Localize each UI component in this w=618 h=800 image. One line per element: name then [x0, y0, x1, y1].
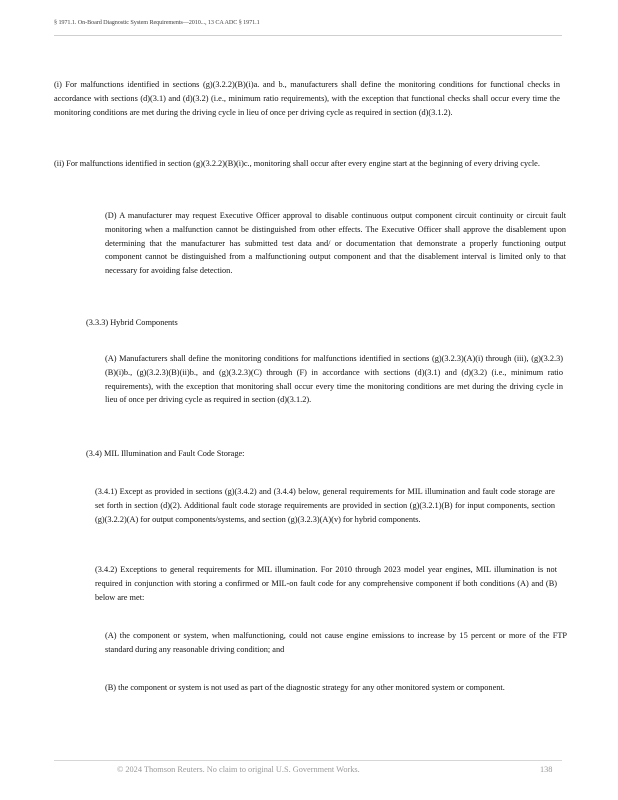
paragraph-a-mil: (A) the component or system, when malfunctioning, could not cause engine emissions to increase by 15 percent or more of the FTP standard during any reasonable driving condition; and [105, 631, 567, 654]
footer-divider [54, 760, 562, 761]
paragraph-3-4-1: (3.4.1) Except as provided in sections (g)(3.4.2) and (3.4.4) below, general requirements for MIL illumination and fault code storage are set forth in section (d)(2). Additional fault code storage requirements are provided in section (g)(3.2.1)(B) for input components, section (g)(3.2.2)(A) for output components/systems, and section (g)(3.2.3)(A)(v) for hybrid components. [95, 487, 555, 524]
paragraph-d: (D) A manufacturer may request Executive Officer approval to disable continuous output component circuit continuity or circuit fault monitoring when a malfunction cannot be distinguished from other effects. The Executive Officer shall approve the disablement upon determining that the manufacturer has submitted test data and/ or documentation that demonstrate a properly functioning output component cannot be distinguished from a malfunctioning output component and that the disablement interval is limited only to that necessary for avoiding false detection. [105, 211, 566, 276]
running-head: § 1971.1. On-Board Diagnostic System Requirements—2010..., 13 CA ADC § 1971.1 [54, 19, 260, 26]
paragraph-3-4-2: (3.4.2) Exceptions to general requirements for MIL illumination. For 2010 through 2023 model year engines, MIL illumination is not required in conjunction with storing a confirmed or MIL-on fault code for any comprehensive component if both conditions (A) and (B) below are met: [95, 565, 557, 602]
header-divider [54, 35, 562, 36]
paragraph-i: (i) For malfunctions identified in sections (g)(3.2.2)(B)(i)a. and b., manufacturers shall define the monitoring conditions for functional checks in accordance with sections (d)(3.1) and (d)(3.2) (i.e., minimum ratio requirements), with the exception that functional checks shall occur every time the monitoring conditions are met during the driving cycle in lieu of once per driving cycle as required in section (d)(3.1.2). [54, 80, 560, 117]
heading-mil-illumination: (3.4) MIL Illumination and Fault Code Storage: [86, 449, 245, 458]
paragraph-a-hybrid: (A) Manufacturers shall define the monitoring conditions for malfunctions identified in sections (g)(3.2.3)(A)(i) through (iii), (g)(3.2.3)(B)(i)b., (g)(3.2.3)(B)(ii)b., and (g)(3.2.3)(C) through (F) in accordance with sections (d)(3.1) and (d)(3.2) (i.e., minimum ratio requirements), with the exception that monitoring shall occur every time the monitoring conditions are met during the driving cycle in lieu of once per driving cycle as required in section (d)(3.1.2). [105, 354, 563, 405]
footer-copyright: © 2024 Thomson Reuters. No claim to original U.S. Government Works. [117, 765, 360, 774]
heading-hybrid-components: (3.3.3) Hybrid Components [86, 318, 178, 327]
paragraph-ii: (ii) For malfunctions identified in section (g)(3.2.2)(B)(i)c., monitoring shall occur after every engine start at the beginning of every driving cycle. [54, 159, 540, 168]
paragraph-b-mil: (B) the component or system is not used as part of the diagnostic strategy for any other monitored system or component. [105, 683, 505, 692]
page-number: 138 [540, 765, 553, 774]
